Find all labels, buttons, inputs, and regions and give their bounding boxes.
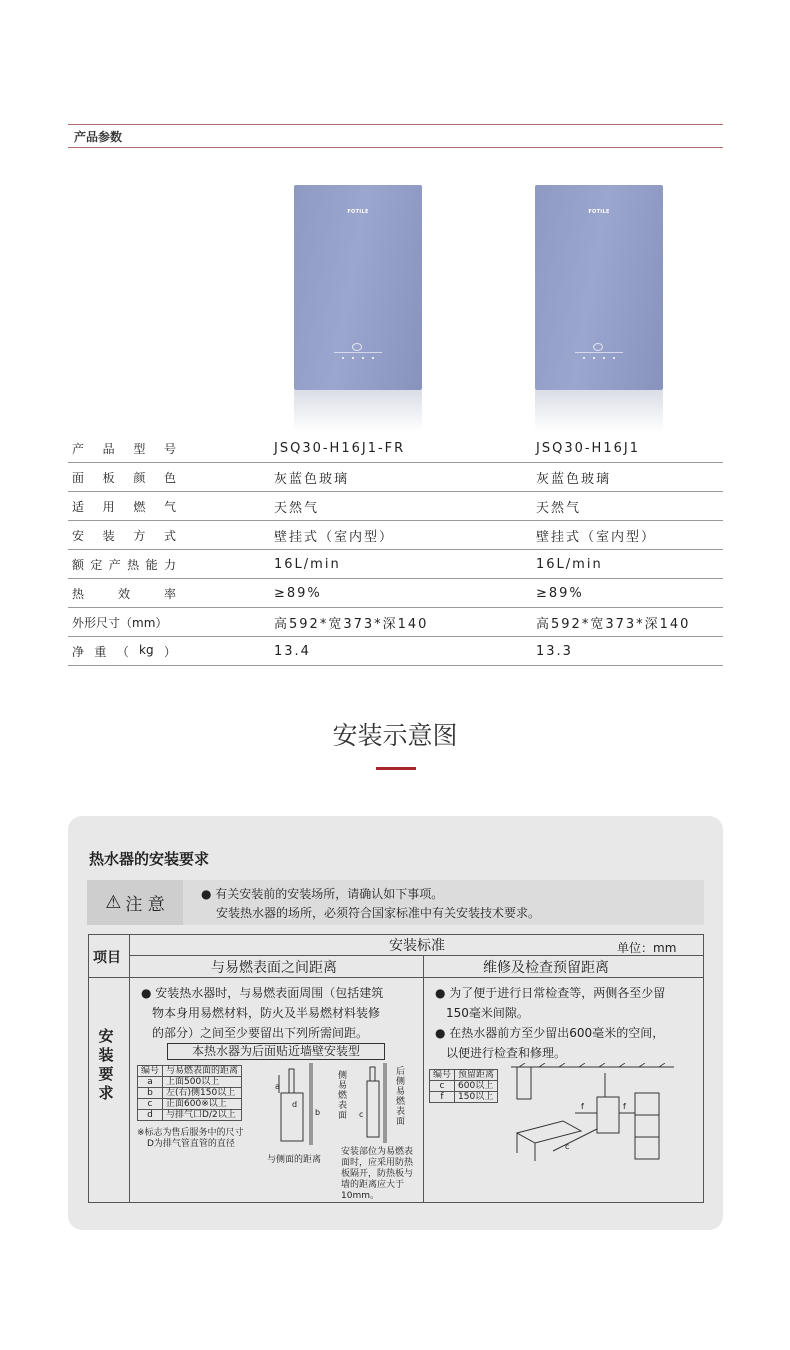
unit-label: 单位：mm [617, 941, 677, 955]
section-title: 产品参数 [74, 130, 123, 144]
caution-box [87, 880, 704, 925]
distance-table: 编号 与易燃表面的距离 a 上面500以上 b 左(右)侧150以上 c 正面600※以上 d 与排气口D/2以上 [137, 1065, 242, 1121]
spec-label: 适 用 燃 气 [68, 492, 184, 521]
divider [423, 955, 424, 1202]
label-c: c [359, 1110, 364, 1119]
spec-label: 产 品 型 号 [68, 434, 184, 463]
side-vertical-label: 侧易燃表面 [338, 1071, 348, 1121]
install-type-box: 本热水器为后面贴近墙壁安装型 [167, 1043, 385, 1060]
display-icon [344, 343, 372, 357]
spec-row [68, 492, 723, 521]
spec-value: 16L/min [536, 550, 723, 579]
spec-row [68, 434, 723, 463]
spec-value: JSQ30-H16J1 [536, 434, 723, 463]
side-distance-diagram [275, 1063, 335, 1153]
col1-header: 与易燃表面之间距离 [211, 960, 337, 976]
col2-header: 维修及检查预留距离 [483, 960, 609, 976]
item-header: 项目 [93, 950, 121, 966]
control-buttons [342, 357, 374, 359]
maintenance-diagram [509, 1063, 677, 1165]
spec-value: ≥89% [184, 579, 536, 608]
spec-row [68, 521, 723, 550]
water-heater-image-2 [535, 185, 663, 390]
side-caption: 与侧面的距离 [267, 1155, 322, 1165]
divider [129, 935, 130, 1202]
distance-note: ※标志为售后服务中的尺寸 D为排气管直管的直径 [137, 1128, 244, 1149]
caution-label: 注 意 [125, 895, 165, 915]
label-f: f [623, 1102, 626, 1111]
brand-logo: FOTILE [347, 209, 369, 215]
warning-triangle-icon: ⚠ [105, 892, 122, 913]
spec-label: 热 效 率 [68, 579, 184, 608]
brand-logo: FOTILE [588, 209, 610, 215]
spec-row [68, 579, 723, 608]
install-title: 安装示意图 [332, 721, 458, 750]
spec-row [68, 608, 723, 637]
col2-text: ● 为了便于进行日常检查等，两侧各至少留 150毫米间隙。 ● 在热水器前方至少留出600毫米的空间， 以便进行检查和修理。 [435, 986, 666, 1060]
control-buttons [583, 357, 615, 359]
caution-line-2: 安装热水器的场所，必须符合国家标准中有关安装技术要求。 [216, 906, 541, 920]
panel-title: 热水器的安装要求 [89, 850, 210, 868]
spec-value: 高592*宽373*深140 [536, 608, 723, 637]
row-label: 安装要求 [98, 1027, 114, 1102]
label-c: c [565, 1142, 570, 1151]
label-b: b [315, 1108, 321, 1117]
display-icon [585, 343, 613, 357]
maintenance-table: 编号 预留距离 c 600以上 f 150以上 [429, 1069, 498, 1103]
spec-value: 灰蓝色玻璃 [536, 463, 723, 492]
spec-value: 壁挂式（室内型） [184, 521, 536, 550]
back-caption: 安装部位为易燃表 面时，应采用防热 板隔开，防热板与 墙的距离应大于 10mm。 [341, 1147, 414, 1201]
spec-label: 净 重 （ kg ） [68, 637, 184, 666]
back-vertical-label: 后侧易燃表面 [396, 1067, 406, 1127]
section-header [68, 124, 723, 148]
spec-value: 灰蓝色玻璃 [184, 463, 536, 492]
spec-row [68, 637, 723, 666]
spec-table [68, 434, 723, 666]
standard-header: 安装标准 [389, 938, 445, 954]
spec-value: ≥89% [536, 579, 723, 608]
spec-row [68, 463, 723, 492]
install-panel [68, 816, 723, 1230]
spec-label: 面 板 颜 色 [68, 463, 184, 492]
spec-value: 天然气 [536, 492, 723, 521]
reflection [294, 390, 422, 432]
spec-row [68, 550, 723, 579]
col1-text: ● 安装热水器时，与易燃表面周围（包括建筑 物本身用易燃材料，防火及半易燃材料装修 的部分）之间至少要留出下列所需间距。 [141, 986, 384, 1040]
spec-value: JSQ30-H16J1-FR [184, 434, 536, 463]
title-underline [376, 767, 416, 770]
caution-line-1: ● 有关安装前的安装场所，请确认如下事项。 [201, 887, 444, 901]
label-f: f [581, 1102, 584, 1111]
caution-label-box [87, 880, 183, 925]
spec-label: 外形尺寸（mm） [68, 608, 184, 637]
spec-value: 壁挂式（室内型） [536, 521, 723, 550]
divider [89, 977, 703, 978]
spec-value: 天然气 [184, 492, 536, 521]
spec-label: 额 定 产 热 能 力 [68, 550, 184, 579]
install-standard-table [88, 934, 704, 1203]
spec-label: 安 装 方 式 [68, 521, 184, 550]
water-heater-image-1 [294, 185, 422, 390]
spec-value: 13.4 [184, 637, 536, 666]
back-distance-diagram [355, 1063, 395, 1143]
label-a: a [275, 1082, 280, 1091]
reflection [535, 390, 663, 432]
spec-value: 16L/min [184, 550, 536, 579]
spec-value: 高592*宽373*深140 [184, 608, 536, 637]
label-d: d [292, 1100, 298, 1109]
spec-value: 13.3 [536, 637, 723, 666]
